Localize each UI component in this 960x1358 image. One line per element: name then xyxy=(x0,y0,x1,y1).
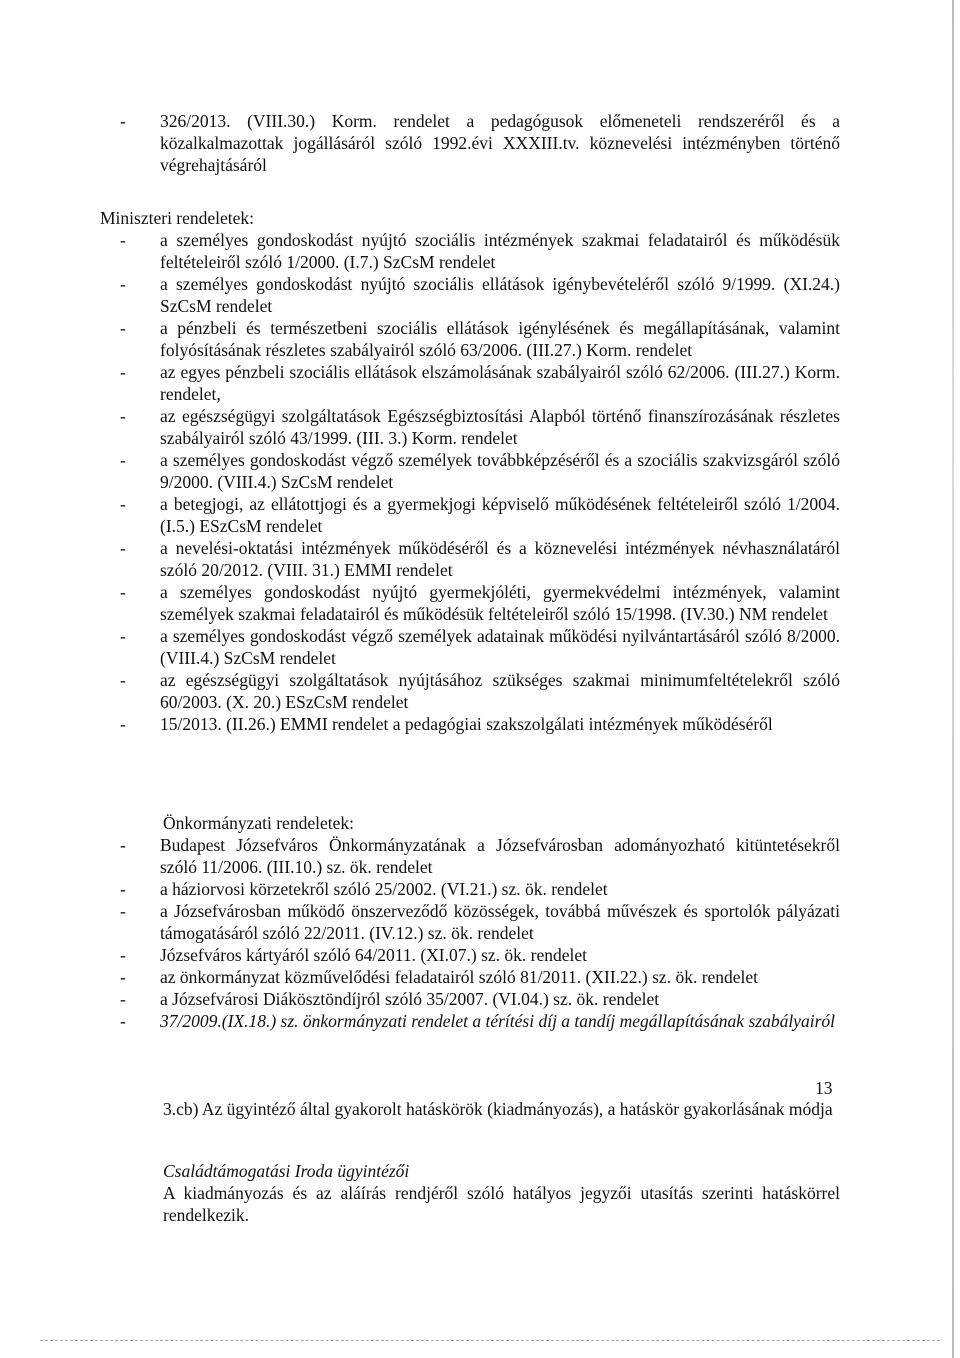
list-item-text: az önkormányzat közművelődési feladatairól szóló 81/2011. (XII.22.) sz. ök. rendelet xyxy=(160,967,759,987)
list-item xyxy=(120,581,840,625)
top-list xyxy=(120,110,840,176)
list-dash: - xyxy=(120,670,126,690)
list-item-text: 326/2013. (VIII.30.) Korm. rendelet a pedagógusok előmeneteli rendszeréről és a közalkalmazottak jogállásáról szóló 1992.évi XXXIII.tv. köznevelési intézményben történő végrehajtásáról xyxy=(160,111,840,175)
list-dash: - xyxy=(120,318,126,338)
list-dash: - xyxy=(120,494,126,514)
section-body: A kiadmányozás és az aláírás rendjéről szóló hatályos jegyzői utasítás szerinti hatáskörrel rendelkezik. xyxy=(163,1183,840,1225)
list-item xyxy=(120,669,840,713)
list-item-text: a háziorvosi körzetekről szóló 25/2002. (VI.21.) sz. ök. rendelet xyxy=(160,879,608,899)
list-item-text: a Józsefvárosi Diákösztöndíjról szóló 35/2007. (VI.04.) sz. ök. rendelet xyxy=(160,989,660,1009)
list-item-text: a személyes gondoskodást végző személyek továbbképzéséről és a szociális szakvizsgáról szóló 9/2000. (VIII.4.) SzCsM rendelet xyxy=(160,450,840,492)
list-dash: - xyxy=(120,901,126,921)
list-item xyxy=(120,988,840,1010)
list-item xyxy=(120,361,840,405)
list-dash: - xyxy=(120,879,126,899)
list-dash: - xyxy=(120,1011,126,1031)
list-item xyxy=(120,834,840,878)
list-item xyxy=(120,110,840,176)
list-item xyxy=(120,273,840,317)
list-dash: - xyxy=(120,274,126,294)
municipal-list xyxy=(120,834,840,1032)
list-dash: - xyxy=(120,967,126,987)
list-item xyxy=(120,625,840,669)
list-item xyxy=(120,713,840,735)
list-item-text: 37/2009.(IX.18.) sz. önkormányzati rendelet a térítési díj a tandíj megállapításának szabályairól xyxy=(160,1011,835,1031)
list-item-text: az egészségügyi szolgáltatások Egészségbiztosítási Alapból történő finanszírozásának részletes szabályairól szóló 43/1999. (III. 3.) Korm. rendelet xyxy=(160,406,840,448)
list-dash: - xyxy=(120,538,126,558)
ministerial-heading: Miniszteri rendeletek: xyxy=(100,208,255,228)
page-number: 13 xyxy=(815,1078,833,1098)
list-dash: - xyxy=(120,230,126,250)
list-item-text: Budapest Józsefváros Önkormányzatának a Józsefvárosban adományozható kitüntetésekről szóló 11/2006. (III.10.) sz. ök. rendelet xyxy=(160,835,840,877)
list-dash: - xyxy=(120,362,126,382)
list-item xyxy=(120,229,840,273)
list-dash: - xyxy=(120,989,126,1009)
list-dash: - xyxy=(120,945,126,965)
list-item-text: a személyes gondoskodást végző személyek adatainak működési nyilvántartásáról szóló 8/2000. (VIII.4.) SzCsM rendelet xyxy=(160,626,840,668)
list-item-text: az egészségügyi szolgáltatások nyújtásához szükséges szakmai minimumfeltételekről szóló 60/2003. (X. 20.) ESzCsM rendelet xyxy=(160,670,840,712)
list-dash: - xyxy=(120,714,126,734)
list-item-text: a nevelési-oktatási intézmények működéséről és a köznevelési intézmények névhasználatáról szóló 20/2012. (VIII. 31.) EMMI rendelet xyxy=(160,538,840,580)
list-item xyxy=(120,878,840,900)
section-subheading: Családtámogatási Iroda ügyintézői xyxy=(163,1161,410,1181)
list-item-text: a személyes gondoskodást nyújtó gyermekjóléti, gyermekvédelmi intézmények, valamint személyek szakmai feladatairól és működésük feltételeiről szóló 15/1998. (IV.30.) NM rendelet xyxy=(160,582,840,624)
list-dash: - xyxy=(120,111,126,131)
list-item xyxy=(120,900,840,944)
list-item-text: a pénzbeli és természetbeni szociális ellátások igénylésének és megállapításának, valamint folyósításának részletes szabályairól szóló 63/2006. (III.27.) Korm. rendelet xyxy=(160,318,840,360)
list-item xyxy=(120,317,840,361)
municipal-heading: Önkormányzati rendeletek: xyxy=(163,813,354,833)
list-item xyxy=(120,493,840,537)
list-item xyxy=(120,537,840,581)
ministerial-list xyxy=(120,229,840,735)
list-item xyxy=(120,405,840,449)
list-dash: - xyxy=(120,835,126,855)
scan-edge-line xyxy=(952,0,954,1358)
list-item-text: a betegjogi, az ellátottjogi és a gyermekjogi képviselő működésének feltételeiről szóló 1/2004. (I.5.) ESzCsM rendelet xyxy=(160,494,840,536)
list-dash: - xyxy=(120,450,126,470)
list-item-text: a személyes gondoskodást nyújtó szociális ellátások igénybevételéről szóló 9/1999. (XI.24.) SzCsM rendelet xyxy=(160,274,840,316)
list-item xyxy=(120,449,840,493)
list-item-text: Józsefváros kártyáról szóló 64/2011. (XI.07.) sz. ök. rendelet xyxy=(160,945,588,965)
scan-bottom-line xyxy=(40,1340,940,1342)
section-heading: 3.cb) Az ügyintéző által gyakorolt hatáskörök (kiadmányozás), a hatáskör gyakorlásának módja xyxy=(163,1099,833,1119)
list-item-text: a Józsefvárosban működő önszerveződő közösségek, továbbá művészek és sportolók pályázati támogatásáról szóló 22/2011. (IV.12.) sz. ök. rendelet xyxy=(160,901,840,943)
list-item xyxy=(120,966,840,988)
list-item-text: a személyes gondoskodást nyújtó szociális intézmények szakmai feladatairól és működésük feltételeiről szóló 1/2000. (I.7.) SzCsM rendelet xyxy=(160,230,840,272)
list-item-text: az egyes pénzbeli szociális ellátások elszámolásának szabályairól szóló 62/2006. (III.27.) Korm. rendelet, xyxy=(160,362,840,404)
list-item xyxy=(120,944,840,966)
list-dash: - xyxy=(120,406,126,426)
list-item xyxy=(120,1010,840,1032)
list-dash: - xyxy=(120,626,126,646)
list-dash: - xyxy=(120,582,126,602)
list-item-text: 15/2013. (II.26.) EMMI rendelet a pedagógiai szakszolgálati intézmények működéséről xyxy=(160,714,773,734)
